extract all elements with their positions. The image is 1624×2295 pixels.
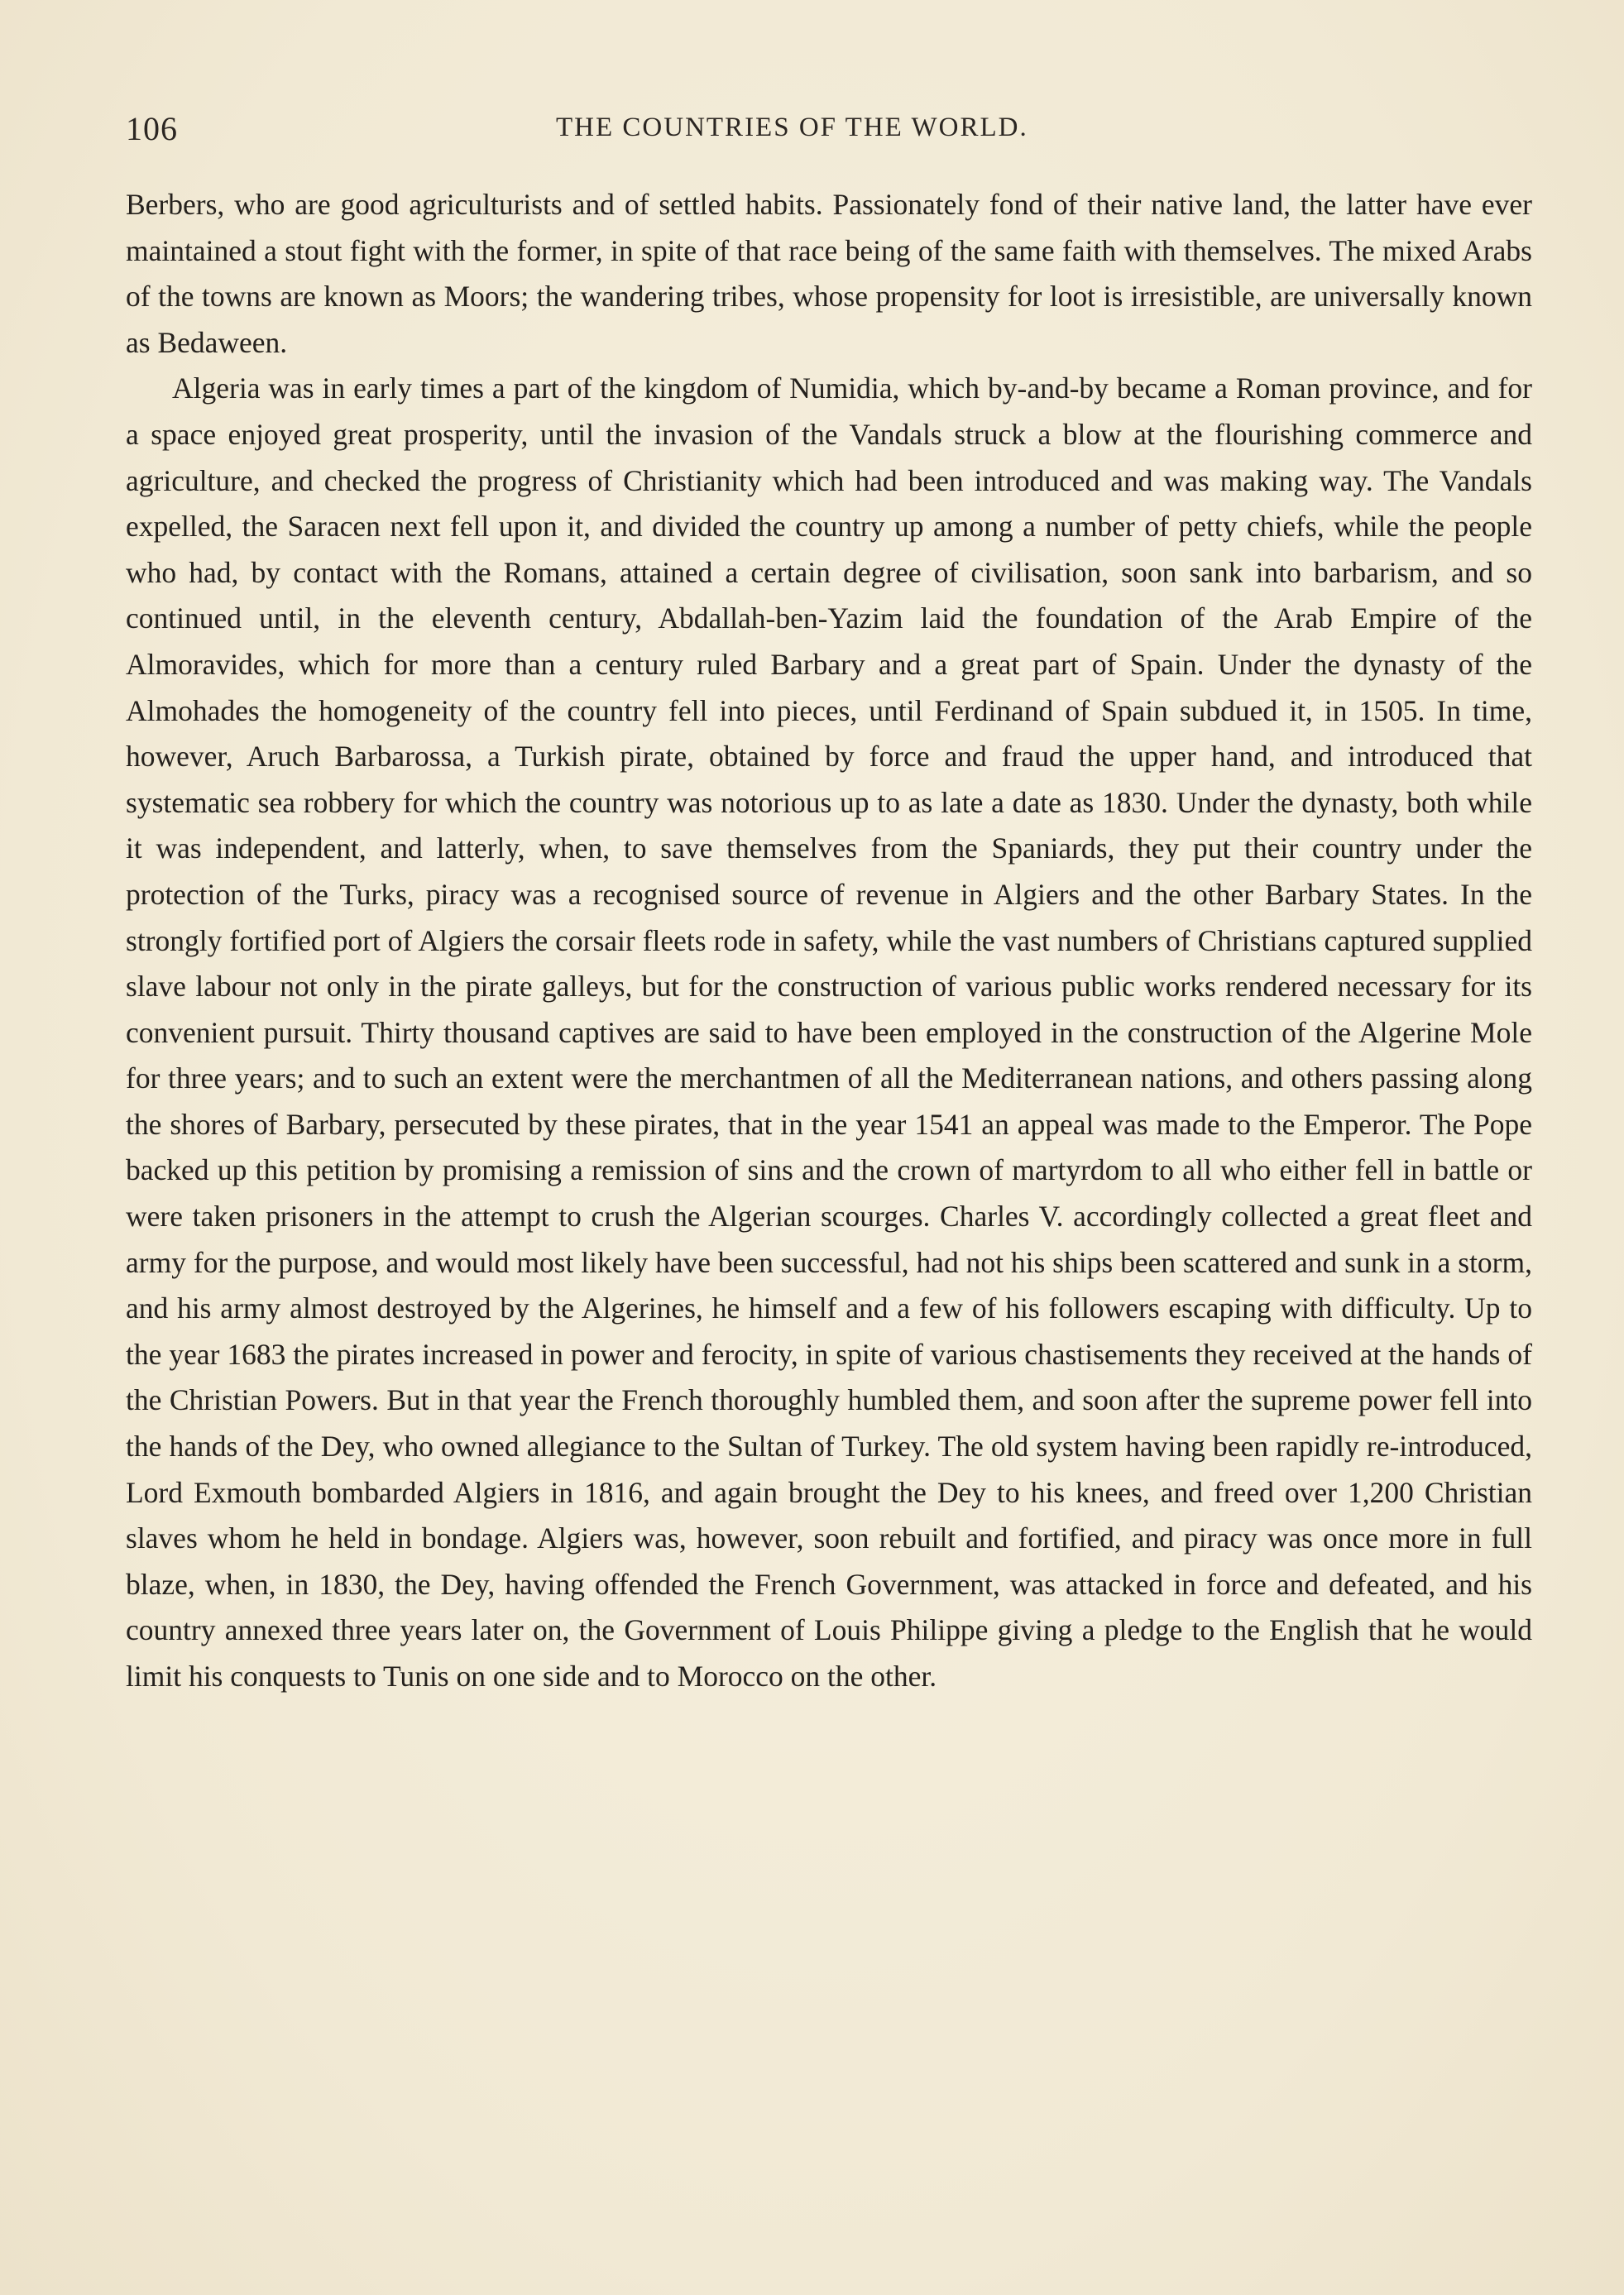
paragraph-continued: Berbers, who are good agriculturists and of settled habits. Passionately fond of their native land, the latter have ever maintained a stout fight with the former, in spite of that race being of the same faith with themselves. The mixed Arabs of the towns are known as Moors; the wandering tribes, whose propensity for loot is irresistible, are universally known as Bedaween. <box>126 188 1532 359</box>
running-title: THE COUNTRIES OF THE WORLD. <box>556 113 1028 142</box>
paragraph-algeria-history: Algeria was in early times a part of the kingdom of Numidia, which by-and-by became a Roman province, and for a space enjoyed great prosperity, until the invasion of the Vandals struck a blow at the flourishing commerce and agriculture, and checked the progress of Christianity which had been introduced and was making way. The Vandals expelled, the Saracen next fell upon it, and divided the country up among a number of petty chiefs, while the people who had, by contact with the Romans, attained a certain degree of civilisation, soon sank into barbarism, and so continued until, in the eleventh century, Abdallah-ben-Yazim laid the foundation of the Arab Empire of the Almoravides, which for more than a century ruled Barbary and a great part of Spain. Under the dynasty of the Almohades the homogeneity of the country fell into pieces, until Ferdinand of Spain subdued it, in 1505. In time, however, Aruch Barbarossa, a Turkish pirate, obtained by force and fraud the upper hand, and introduced that systematic sea robbery for which the country was notorious up to as late a date as 1830. Under the dynasty, both while it was independent, and latterly, when, to save themselves from the Spaniards, they put their country under the protection of the Turks, piracy was a recognised source of revenue in Algiers and the other Barbary States. In the strongly fortified port of Algiers the corsair fleets rode in safety, while the vast numbers of Christians captured supplied slave labour not only in the pirate galleys, but for the construction of various public works rendered necessary for its convenient pursuit. Thirty thousand captives are said to have been employed in the construction of the Algerine Mole for three years; and to such an extent were the merchantmen of all the Mediterranean nations, and others passing along the shores of Barbary, persecuted by these pirates, that in the year 1541 an appeal was made to the Emperor. The Pope backed up this petition by promising a remission of sins and the crown of martyrdom to all who either fell in battle or were taken prisoners in the attempt to crush the Algerian scourges. Charles V. accordingly collected a great fleet and army for the purpose, and would most likely have been successful, had not his ships been scattered and sunk in a storm, and his army almost destroyed by the Algerines, he himself and a few of his followers escaping with difficulty. Up to the year 1683 the pirates increased in power and ferocity, in spite of various chastisements they received at the hands of the Christian Powers. But in that year the French thoroughly humbled them, and soon after the supreme power fell into the hands of the Dey, who owned allegiance to the Sultan of Turkey. The old system having been rapidly re-introduced, Lord Exmouth bombarded Algiers in 1816, and again brought the Dey to his knees, and freed over 1,200 Christian slaves whom he held in bondage. Algiers was, however, soon rebuilt and fortified, and piracy was once more in full blaze, when, in 1830, the Dey, having offended the French Government, was attacked in force and defeated, and his country annexed three years later on, the Government of Louis Philippe giving a pledge to the English that he would limit his conquests to Tunis on one side and to Morocco on the other. <box>126 371 1532 1693</box>
page-number: 106 <box>126 110 178 147</box>
page-header <box>126 109 1532 159</box>
body-text <box>126 182 1532 1700</box>
